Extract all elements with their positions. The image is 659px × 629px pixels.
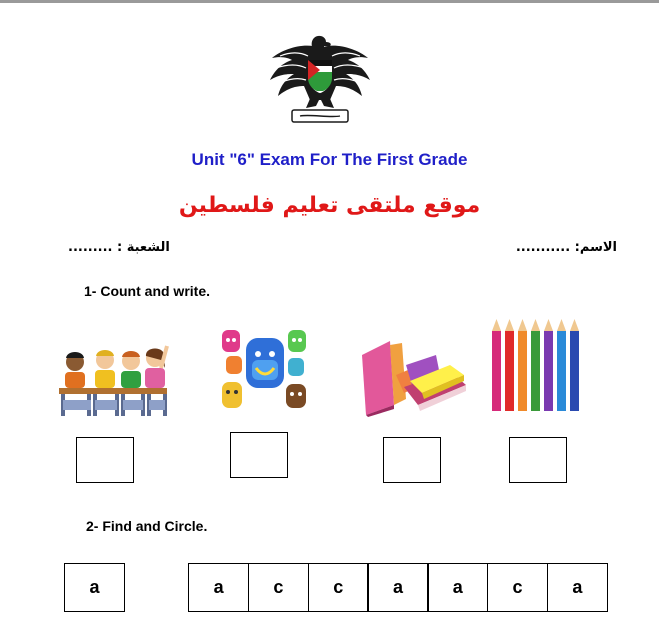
children-at-desks-icon [57, 334, 169, 420]
question-1-label: 1- Count and write. [84, 283, 210, 299]
letter-cell[interactable]: a [427, 563, 488, 612]
books-icon [360, 335, 468, 417]
colored-pencils-icon [488, 317, 588, 419]
answer-box-4[interactable] [509, 437, 567, 483]
letter-cell[interactable]: c [487, 563, 548, 612]
answer-box-3[interactable] [383, 437, 441, 483]
letter-cell[interactable]: c [248, 563, 309, 612]
letter-cell[interactable]: a [547, 563, 608, 612]
top-border [0, 0, 659, 3]
section-field-label: الشعبة : ......... [68, 240, 170, 255]
school-bags-icon [216, 324, 312, 420]
answer-box-2[interactable] [230, 432, 288, 478]
exam-title: Unit "6" Exam For The First Grade [191, 150, 468, 169]
letter-cell[interactable]: a [188, 563, 249, 612]
name-field-label: الاسم: ........... [515, 240, 617, 255]
letter-cell[interactable]: a [367, 563, 428, 612]
answer-box-1[interactable] [76, 437, 134, 483]
letter-cell[interactable]: c [308, 563, 369, 612]
target-letter-box: a [64, 563, 125, 612]
palestine-eagle-emblem-icon [266, 34, 374, 126]
site-subtitle: موقع ملتقى تعليم فلسطين [178, 193, 481, 218]
question-2-label: 2- Find and Circle. [86, 518, 208, 534]
letter-row [188, 563, 608, 612]
